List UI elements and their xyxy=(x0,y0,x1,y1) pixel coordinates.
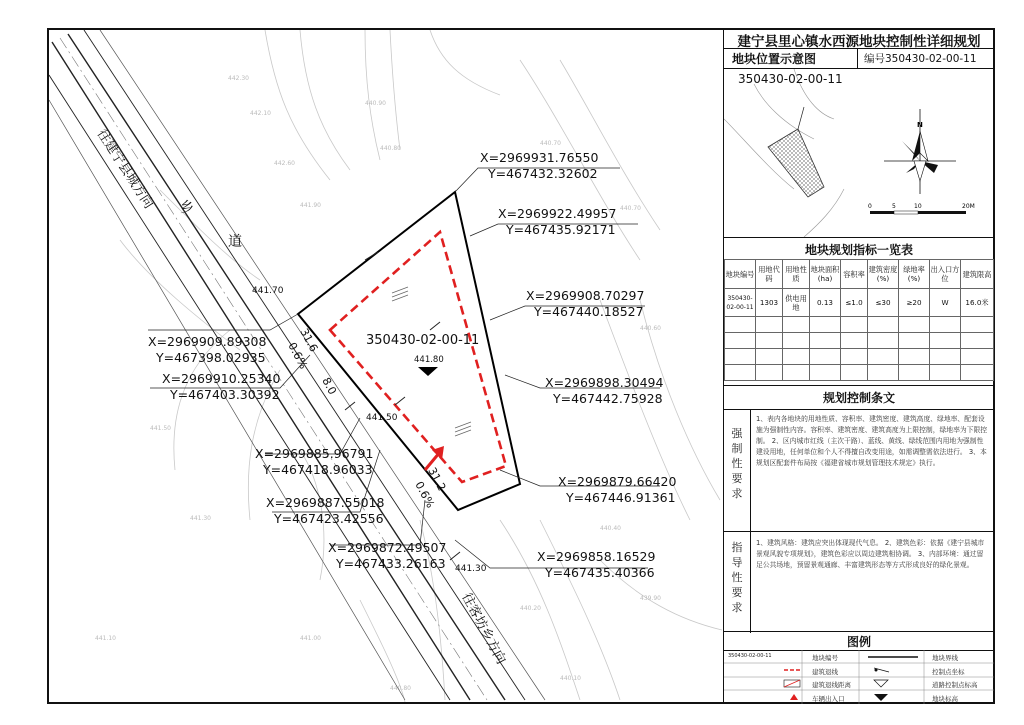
coordinate-x-9: X=2969885.96791 xyxy=(255,446,374,461)
road-center-value: 8.0 xyxy=(319,375,340,397)
svg-text:N: N xyxy=(917,121,923,129)
cell: 0.13 xyxy=(810,289,841,317)
north-arrow-icon xyxy=(884,109,956,194)
coordinate-x-1: X=2969931.76550 xyxy=(480,150,599,165)
road-label-xiang: 乡 xyxy=(180,200,194,216)
coordinate-x-10: X=2969887.55018 xyxy=(266,495,385,510)
road-label-bottom: 往客坊乡方向 xyxy=(458,590,509,667)
coordinate-x-3: X=2969908.70297 xyxy=(526,288,645,303)
coordinate-y-3: Y=467440.18527 xyxy=(534,304,644,319)
header-cell: 绿地率(%) xyxy=(899,260,930,289)
parcel-id-label: 350430-02-00-11 xyxy=(366,333,480,348)
coordinate-x-6: X=2969858.16529 xyxy=(537,549,656,564)
cell: 16.0米 xyxy=(961,289,994,317)
indicator-title: 地块规划指标一览表 xyxy=(804,243,913,257)
mandatory-label: 强制性要求 xyxy=(731,427,743,500)
cell: ≥20 xyxy=(899,289,930,317)
guidance-text: 1、建筑风格：建筑应突出体现现代气息。 2、建筑色彩：依据《建宁县城市景观风貌专项规划》，建筑色彩应以周边建筑相协调。 3、内部环境：通过留足公共场地，预留景观通廊、丰富建筑形态等方式形成良好的绿化景观。 xyxy=(756,539,985,569)
svg-text:440.80: 440.80 xyxy=(380,145,401,152)
coordinate-y-1: Y=467432.32602 xyxy=(488,166,598,181)
plan-title: 建宁县里心镇水西源地块控制性详细规划 xyxy=(737,34,981,50)
parcel-elevation-label: 441.80 xyxy=(414,355,444,365)
coordinate-labels xyxy=(148,150,676,580)
empty-row xyxy=(725,365,994,381)
svg-text:441.00: 441.00 xyxy=(300,635,321,642)
coordinate-y-6: Y=467435.40366 xyxy=(545,565,655,580)
scale-bar xyxy=(868,203,975,214)
road-width-1: 31.6 xyxy=(297,326,321,355)
svg-text:440.20: 440.20 xyxy=(520,605,541,612)
road-elevation-1: 441.70 xyxy=(252,286,284,296)
svg-text:442.10: 442.10 xyxy=(250,110,271,117)
legend-setback-distance: 建筑退线距离 xyxy=(812,681,851,689)
svg-text:440.10: 440.10 xyxy=(560,675,581,682)
mandatory-text: 1、表内各地块的用地性质、容积率、建筑密度、建筑高度、绿地率、配套设施为强制性内容。容积率、建筑密度、建筑高度为上限控制，绿地率为下限控制。 2、区内城市红线（主次干路）、蓝线、黄线、绿线范围内用地为强制性建设用地，任何单位和个人不得擅自改变用途，如需调整需依法进行。 3、本规划区配套件布局按《福建省城市规划管理技术规定》执行。 xyxy=(756,415,988,467)
road-label-top: 往建宁县城方向 xyxy=(93,127,156,212)
coordinate-x-7: X=2969909.89308 xyxy=(148,334,267,349)
header-cell: 用地代码 xyxy=(756,260,783,289)
title-panel xyxy=(723,28,995,704)
header-cell: 建筑限高 xyxy=(961,260,994,289)
legend-boundary: 地块界线 xyxy=(932,654,958,662)
cell: 1303 xyxy=(756,289,783,317)
location-header: 地块位置示意图 xyxy=(732,52,817,66)
cell: ≤30 xyxy=(868,289,899,317)
indicator-row xyxy=(725,289,994,317)
empty-row xyxy=(725,317,994,333)
legend-code: 350430-02-00-11 xyxy=(728,653,772,659)
scale-10: 10 xyxy=(914,203,922,210)
svg-text:440.70: 440.70 xyxy=(620,205,641,212)
svg-text:442.60: 442.60 xyxy=(274,160,295,167)
coordinate-y-7: Y=467398.02935 xyxy=(156,350,266,365)
scale-0: 0 xyxy=(868,203,872,210)
svg-text:439.90: 439.90 xyxy=(640,595,661,602)
location-map xyxy=(724,69,994,237)
location-parcel-shape xyxy=(768,129,824,197)
road-slope-1: 0.6% xyxy=(285,340,310,372)
site-map xyxy=(49,30,723,702)
header-cell: 容积率 xyxy=(841,260,868,289)
svg-text:441.90: 441.90 xyxy=(300,202,321,209)
legend-control-coord: 控制点坐标 xyxy=(932,668,965,676)
location-parcel-label: 350430-02-00-11 xyxy=(738,72,843,86)
coordinate-y-11: Y=467433.26163 xyxy=(336,556,446,571)
indicator-header-row xyxy=(725,260,994,289)
svg-text:440.40: 440.40 xyxy=(600,525,621,532)
empty-row xyxy=(725,349,994,365)
faint-background-roads xyxy=(120,30,722,702)
road-label-dao: 道 xyxy=(228,234,242,250)
svg-text:441.50: 441.50 xyxy=(150,425,171,432)
coordinate-y-8: Y=467403.30392 xyxy=(170,387,280,402)
scale-20m: 20M xyxy=(962,203,975,210)
coordinate-x-8: X=2969910.25340 xyxy=(162,371,281,386)
cell: 350430-02-00-11 xyxy=(725,289,756,317)
coordinate-x-2: X=2969922.49957 xyxy=(498,206,617,221)
road-elevation-3: 441.30 xyxy=(455,564,487,574)
legend-setback: 建筑退线 xyxy=(812,668,838,676)
cell: W xyxy=(930,289,961,317)
header-cell: 出入口方位 xyxy=(930,260,961,289)
coordinate-y-10: Y=467423.42556 xyxy=(274,511,384,526)
coordinate-x-5: X=2969879.66420 xyxy=(558,474,677,489)
empty-row xyxy=(725,333,994,349)
svg-text:441.10: 441.10 xyxy=(95,635,116,642)
coordinate-x-4: X=2969898.30494 xyxy=(545,375,664,390)
svg-text:440.70: 440.70 xyxy=(540,140,561,147)
coordinate-y-2: Y=467435.92171 xyxy=(506,222,616,237)
coordinate-x-11: X=2969872.49507 xyxy=(328,540,447,555)
cell: 供电用地 xyxy=(783,289,810,317)
scale-5: 5 xyxy=(892,203,896,210)
parcel-elevation-marker xyxy=(418,367,438,376)
guidance-label: 指导性要求 xyxy=(731,541,743,614)
header-cell: 地块编号 xyxy=(725,260,756,289)
indicator-table xyxy=(724,259,994,381)
legend-vehicle-entrance: 车辆出入口 xyxy=(812,695,845,703)
control-title: 规划控制条文 xyxy=(822,391,895,405)
legend-road-elevation: 道路控制点标高 xyxy=(932,681,978,689)
road-slope-2: 0.6% xyxy=(412,479,437,511)
coordinate-y-4: Y=467442.75928 xyxy=(553,391,663,406)
svg-text:440.90: 440.90 xyxy=(365,100,386,107)
svg-text:441.30: 441.30 xyxy=(190,515,211,522)
header-cell: 用地性质 xyxy=(783,260,810,289)
legend-parcel-id: 地块编号 xyxy=(812,654,838,662)
header-cell: 地块面积(ha) xyxy=(810,260,841,289)
svg-text:440.80: 440.80 xyxy=(390,685,411,692)
legend-parcel-elevation: 地块标高 xyxy=(932,695,958,703)
cell: ≤1.0 xyxy=(841,289,868,317)
road-width-2: 31.2 xyxy=(425,465,449,494)
legend-title: 图例 xyxy=(846,635,871,649)
road-elevation-2: 441.50 xyxy=(366,413,398,423)
coordinate-y-5: Y=467446.91361 xyxy=(566,490,676,505)
svg-text:442.30: 442.30 xyxy=(228,75,249,82)
svg-text:440.60: 440.60 xyxy=(640,325,661,332)
serial-number: 编号350430-02-00-11 xyxy=(864,53,977,65)
header-cell: 建筑密度(%) xyxy=(868,260,899,289)
coordinate-y-9: Y=467418.96033 xyxy=(263,462,373,477)
